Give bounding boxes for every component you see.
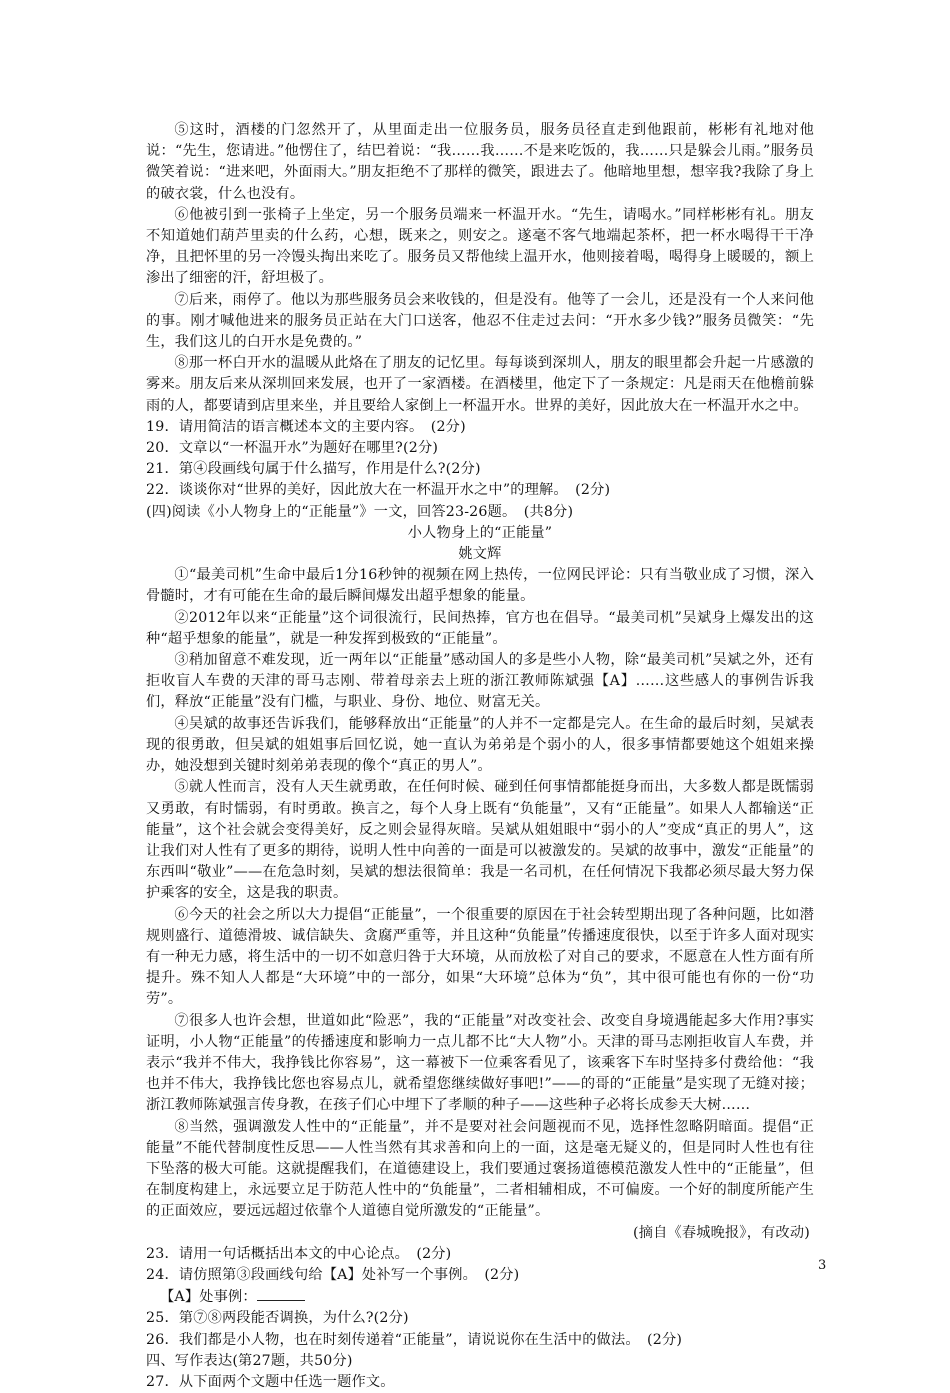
article-paragraph-7: ⑦很多人也许会想，世道如此“险恶”，我的“正能量”对改变社会、改变自身境遇能起多大作用?事实证明，小人物“正能量”的传播速度和影响力一点儿都不比“大人物”小。天津的哥马志刚拒收盲人车费，并表示“我并不伟大，我挣钱比你容易”，这一幕被下一位乘客看见了，该乘客下车时坚持多付费给他：“我也并不伟大，我挣钱比您也容易点儿，就希望您继续做好事吧!”——的哥的“正能量”是实现了无缝对接；浙江教师陈斌强言传身教，在孩子们心中埋下了孝顺的种子——这些种子必将长成参天大树…… xyxy=(146,1012,814,1114)
article-paragraph-2: ②2012年以来“正能量”这个词很流行，民间热捧，官方也在倡导。“最美司机”吴斌身上爆发出的这种“超乎想象的能量”，就是一种发挥到极致的“正能量”。 xyxy=(146,609,814,647)
paragraph-7: ⑦后来，雨停了。他以为那些服务员会来收钱的，但是没有。他等了一会儿，还是没有一个人来问他的事。刚才喊他进来的服务员正站在大门口送客，他忍不住走过去问：“开水多少钱?”服务员微笑：“先生，我们这儿的白开水是免费的。” xyxy=(146,291,814,351)
paragraph-5: ⑤这时，酒楼的门忽然开了，从里面走出一位服务员，服务员径直走到他跟前，彬彬有礼地对他说：“先生，您请进。”他愣住了，结巴着说：“我……我……不是来吃饭的，我……只是躲会儿雨。”服务员微笑着说：“进来吧，外面雨大。”朋友拒绝不了那样的微笑，跟进去了。他暗地里想，想宰我?我除了身上的破衣裳，什么也没有。 xyxy=(146,122,814,202)
paragraph-6: ⑥他被引到一张椅子上坐定，另一个服务员端来一杯温开水。“先生，请喝水。”同样彬彬有礼。朋友不知道她们葫芦里卖的什么药，心想，既来之，则安之。遂毫不客气地端起茶杯，把一杯水喝得干干净净，且把怀里的另一冷馒头掏出来吃了。服务员又帮他续上温开水，他则接着喝，喝得身上暖暖的，额上渗出了细密的汗，舒坦极了。 xyxy=(146,206,814,287)
question-24-answer-line xyxy=(146,1286,814,1308)
article-paragraph-6: ⑥今天的社会之所以大力提倡“正能量”，一个很重要的原因在于社会转型期出现了各种问题，比如潜规则盛行、道德滑坡、诚信缺失、贪腐严重等，并且这种“负能量”传播速度很快，以至于许多人面对现实有一种无力感，将生活中的一切不如意归咎于大环境，从而放松了对自己的要求，不愿意在人性方面有所提升。殊不知人人都是“大环境”中的一部分，如果“大环境”总体为“负”，其中很可能也有你的一份“功劳”。 xyxy=(146,906,814,1008)
article-source: (摘自《春城晚报》，有改动) xyxy=(632,1224,810,1241)
question-22: 22．谈谈你对“世界的美好，因此放大在一杯温开水之中”的理解。 (2分) xyxy=(146,482,611,499)
question-27: 27．从下面两个文题中任选一题作文。 xyxy=(146,1373,395,1390)
question-25: 25．第⑦⑧两段能否调换，为什么?(2分) xyxy=(146,1310,409,1327)
article-paragraph-5: ⑤就人性而言，没有人天生就勇敢，在任何时候、碰到任何事情都能挺身而出，大多数人都是既懦弱又勇敢，有时懦弱，有时勇敢。换言之，每个人身上既有“负能量”，又有“正能量”。如果人人都输送“正能量”，这个社会就会变得美好，反之则会显得灰暗。吴斌从姐姐眼中“弱小的人”变成“真正的男人”，这让我们对人性有了更多的期待，说明人性中向善的一面是可以被激发的。吴斌的故事中，激发“正能量”的东西叫“敬业”——在危急时刻，吴斌的想法很简单：我是一名司机，在任何情况下我都必须尽最大努力保护乘客的安全，这是我的职责。 xyxy=(146,779,814,902)
article-paragraph-1: ①“最美司机”生命中最后1分16秒钟的视频在网上热传，一位网民评论：只有当敬业成了习惯，深入骨髓时，才有可能在生命的最后瞬间爆发出超乎想象的能量。 xyxy=(146,567,814,605)
article-title: 小人物身上的“正能量” xyxy=(407,524,553,541)
question-24-answer-label: 【A】处事例： xyxy=(160,1289,257,1306)
page-number: 3 xyxy=(818,1258,827,1273)
document-page xyxy=(146,120,814,1393)
article-paragraph-8: ⑧当然，强调激发人性中的“正能量”，并不是要对社会问题视而不见，选择性忽略阴暗面。提倡“正能量”不能代替制度性反思——人性当然有其求善和向上的一面，这是毫无疑义的，但是同时人性也有往下坠落的极大可能。这就提醒我们，在道德建设上，我们要通过褒扬道德模范激发人性中的“正能量”，但在制度构建上，永远要立足于防范人性中的“负能量”，二者相辅相成，不可偏废。一个好的制度所能产生的正面效应，要远远超过依靠个人道德自觉所激发的“正能量”。 xyxy=(146,1118,814,1220)
paragraph-8: ⑧那一杯白开水的温暖从此烙在了朋友的记忆里。每每谈到深圳人，朋友的眼里都会升起一片感激的雾来。朋友后来从深圳回来发展，也开了一家酒楼。在酒楼里，他定下了一条规定：凡是雨天在他檐前躲雨的人，都要请到店里来坐，并且要给人家倒上一杯温开水。世界的美好，因此放大在一杯温开水之中。 xyxy=(146,355,814,414)
question-23: 23．请用一句话概括出本文的中心论点。 (2分) xyxy=(146,1245,452,1262)
question-21: 21．第④段画线句属于什么描写，作用是什么?(2分) xyxy=(146,461,481,478)
article-author: 姚文辉 xyxy=(458,546,502,563)
question-26: 26．我们都是小人物，也在时刻传递着“正能量”，请说说你在生活中的做法。 (2分) xyxy=(146,1331,683,1348)
section-4-intro: (四)阅读《小人物身上的“正能量”》一文，回答23-26题。 (共8分) xyxy=(146,503,574,520)
article-paragraph-3: ③稍加留意不难发现，近一两年以“正能量”感动国人的多是些小人物，除“最美司机”吴斌之外，还有拒收盲人车费的天津的哥马志刚、带着母亲去上班的浙江教师陈斌强【A】……这些感人的事例告诉我们，释放“正能量”没有门槛，与职业、身份、地位、财富无关。 xyxy=(146,652,814,711)
article-paragraph-4: ④吴斌的故事还告诉我们，能够释放出“正能量”的人并不一定都是完人。在生命的最后时刻，吴斌表现的很勇敢，但吴斌的姐姐事后回忆说，她一直认为弟弟是个弱小的人，很多事情都要她这个姐姐来操办，她没想到关键时刻弟弟表现的像个“真正的男人”。 xyxy=(146,715,814,775)
answer-blank xyxy=(257,1286,305,1301)
question-20: 20．文章以“一杯温开水”为题好在哪里?(2分) xyxy=(146,440,439,457)
writing-section-heading: 四、写作表达(第27题，共50分) xyxy=(146,1352,353,1369)
question-24: 24．请仿照第③段画线句给【A】处补写一个事例。 (2分) xyxy=(146,1266,520,1283)
question-19: 19．请用简洁的语言概述本文的主要内容。 (2分) xyxy=(146,418,466,435)
